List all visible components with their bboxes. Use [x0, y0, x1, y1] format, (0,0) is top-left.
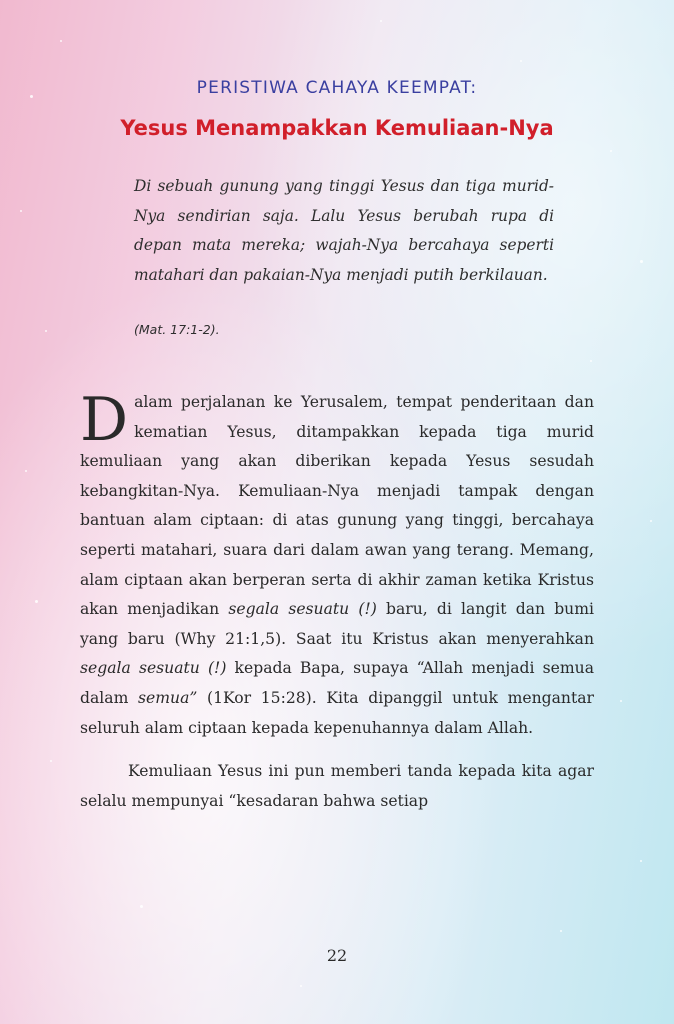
scripture-reference: (Mat. 17:1-2). [134, 322, 220, 337]
paragraph-1-text-b: baru, di langit dan bumi yang baru (Why 21:1,5). Saat itu Kristus akan menyerahkan [80, 600, 594, 648]
section-title: Yesus Menampakkan Kemuliaan-Nya [120, 116, 554, 140]
paragraph-1-text-d: (1Kor 15:28). Kita dipanggil untuk mengantar seluruh alam ciptaan kepada kepenuhannya dalam Allah. [80, 688, 594, 737]
page-number: 22 [326, 946, 348, 965]
paragraph-1-text-a: alam perjalanan ke Yerusalem, tempat penderitaan dan kematian Yesus, ditampakkan kepada tiga murid kemuliaan yang akan diberikan kepada Yesus sesudah kebangkitan-Nya. Kemuliaan-Nya menjadi tampak dengan bantuan alam ciptaan: di atas gunung yang tinggi, bercahaya seperti matahari, suara dari dalam awan yang terang. Memang, alam ciptaan akan berperan serta di akhir zaman ketika Kristus akan menjadikan [80, 393, 594, 619]
section-subtitle: PERISTIWA CAHAYA KEEMPAT: [196, 78, 478, 98]
emphasis-semua: semua” [138, 688, 198, 707]
paragraph-1-text-c: kepada Bapa, supaya “Allah menjadi semua dalam [80, 659, 594, 707]
paragraph-1 [80, 385, 594, 743]
paragraph-2: Kemuliaan Yesus ini pun memberi tanda kepada kita agar selalu mempunyai “kesadaran bahwa setiap [80, 762, 594, 810]
emphasis-segala-sesuatu-2: segala sesuatu (!) [80, 659, 227, 678]
emphasis-segala-sesuatu-1: segala sesuatu (!) [228, 600, 377, 619]
drop-cap: D [80, 385, 129, 455]
body-text [80, 385, 594, 816]
scripture-quote: Di sebuah gunung yang tinggi Yesus dan tiga murid-Nya sendirian saja. Lalu Yesus berubah rupa di depan mata mereka; wajah-Nya bercahaya seperti matahari dan pakaian-Nya menjadi putih berkilauan. [134, 177, 554, 284]
